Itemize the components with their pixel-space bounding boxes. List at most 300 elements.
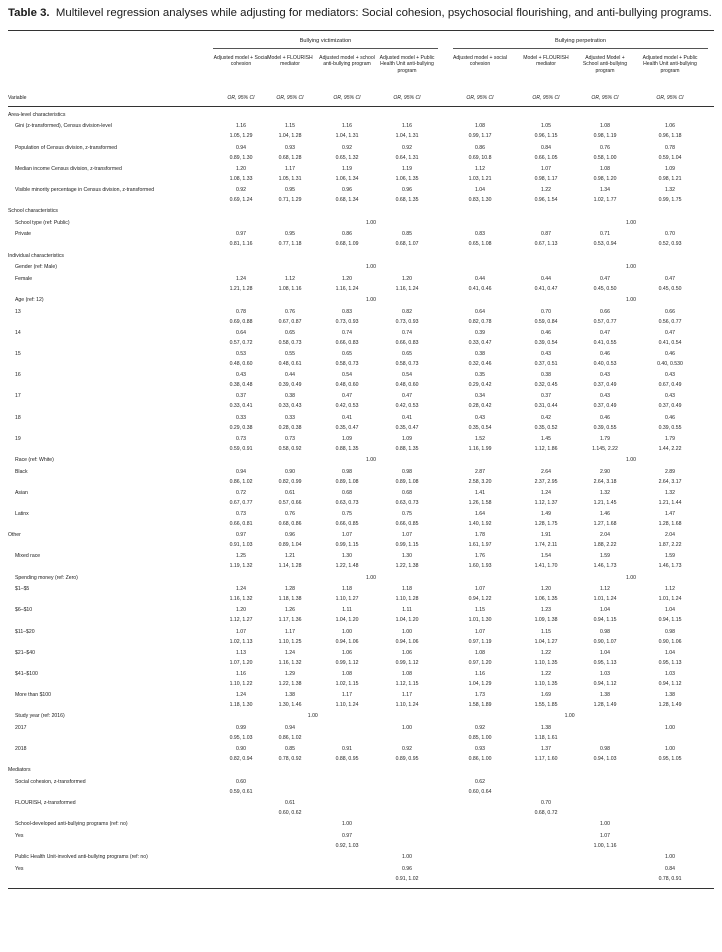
confidence-interval: 0.92, 1.03 <box>335 842 359 849</box>
confidence-interval: 0.37, 0.49 <box>658 403 682 410</box>
odds-ratio: 1.22 <box>540 649 551 656</box>
confidence-interval: 1.10, 1.35 <box>534 659 558 666</box>
odds-ratio: 1.73 <box>474 692 485 699</box>
odds-ratio: 0.37 <box>235 393 246 400</box>
reference-value: 1.00 <box>625 574 636 581</box>
confidence-interval: 1.21, 1.45 <box>593 499 617 506</box>
odds-ratio: 0.73 <box>235 435 246 442</box>
row-label: Study year (ref: 2016) <box>15 713 65 720</box>
odds-ratio: 1.30 <box>401 553 412 560</box>
odds-ratio: 1.17 <box>284 628 295 635</box>
column-header: Adjusted model + school anti-bullying program <box>319 54 375 68</box>
odds-ratio: 0.95 <box>284 186 295 193</box>
odds-ratio: 0.78 <box>664 144 675 151</box>
confidence-interval: 0.53, 0.94 <box>593 241 617 248</box>
confidence-interval: 1.28, 1.49 <box>593 702 617 709</box>
confidence-interval: 0.68, 1.07 <box>395 241 419 248</box>
odds-ratio: 1.24 <box>235 275 246 282</box>
odds-ratio: 1.00 <box>341 821 352 828</box>
confidence-interval: 1.21, 1.28 <box>229 285 253 292</box>
confidence-interval: 0.94, 1.15 <box>593 617 617 624</box>
odds-ratio: 0.41 <box>341 414 352 421</box>
odds-ratio: 0.38 <box>540 372 551 379</box>
confidence-interval: 0.68, 0.86 <box>278 520 302 527</box>
stat-header: OR, 95% CI <box>466 94 494 101</box>
odds-ratio: 0.39 <box>474 329 485 336</box>
confidence-interval: 0.69, 1.24 <box>229 196 253 203</box>
row-label: $11–$20 <box>15 628 35 635</box>
confidence-interval: 0.82, 0.99 <box>278 478 302 485</box>
odds-ratio: 0.74 <box>401 329 412 336</box>
row-label: Latinx <box>15 510 29 517</box>
confidence-interval: 1.27, 1.68 <box>593 520 617 527</box>
confidence-interval: 0.58, 0.73 <box>395 360 419 367</box>
confidence-interval: 0.98, 1.19 <box>593 133 617 140</box>
confidence-interval: 0.69, 0.88 <box>229 318 253 325</box>
confidence-interval: 1.19, 1.32 <box>229 563 253 570</box>
odds-ratio: 0.65 <box>284 329 295 336</box>
row-label: $41–$100 <box>15 670 38 677</box>
row-label: 2017 <box>15 724 27 731</box>
odds-ratio: 0.44 <box>474 275 485 282</box>
confidence-interval: 1.10, 1.24 <box>335 702 359 709</box>
confidence-interval: 0.94, 1.12 <box>593 680 617 687</box>
confidence-interval: 0.89, 1.30 <box>229 154 253 161</box>
confidence-interval: 1.10, 1.35 <box>534 680 558 687</box>
odds-ratio: 0.76 <box>284 510 295 517</box>
confidence-interval: 0.40, 0.53 <box>593 360 617 367</box>
row-label: Black <box>15 468 28 475</box>
odds-ratio: 1.07 <box>341 532 352 539</box>
odds-ratio: 0.60 <box>235 778 246 785</box>
confidence-interval: 0.96, 1.54 <box>534 196 558 203</box>
odds-ratio: 0.97 <box>235 532 246 539</box>
confidence-interval: 0.73, 0.93 <box>395 318 419 325</box>
stat-header: OR, 95% CI <box>227 94 255 101</box>
odds-ratio: 0.54 <box>341 372 352 379</box>
odds-ratio: 0.41 <box>401 414 412 421</box>
odds-ratio: 0.99 <box>235 724 246 731</box>
confidence-interval: 0.57, 0.66 <box>278 499 302 506</box>
odds-ratio: 0.87 <box>540 231 551 238</box>
odds-ratio: 1.04 <box>474 186 485 193</box>
odds-ratio: 1.79 <box>599 435 610 442</box>
confidence-interval: 0.48, 0.60 <box>395 382 419 389</box>
column-header: Adjusted Model + School anti-bullying program <box>582 54 628 74</box>
confidence-interval: 1.22, 1.48 <box>335 563 359 570</box>
odds-ratio: 1.12 <box>284 275 295 282</box>
odds-ratio: 2.89 <box>664 468 675 475</box>
row-label: Private <box>15 231 31 238</box>
odds-ratio: 0.96 <box>341 186 352 193</box>
row-label: $6–$10 <box>15 607 33 614</box>
odds-ratio: 1.04 <box>664 607 675 614</box>
odds-ratio: 2.64 <box>540 468 551 475</box>
confidence-interval: 0.67, 1.13 <box>534 241 558 248</box>
odds-ratio: 1.32 <box>664 489 675 496</box>
odds-ratio: 1.16 <box>235 123 246 130</box>
confidence-interval: 0.29, 0.42 <box>468 382 492 389</box>
confidence-interval: 1.28, 1.68 <box>658 520 682 527</box>
odds-ratio: 1.22 <box>540 186 551 193</box>
odds-ratio: 1.08 <box>474 649 485 656</box>
row-label: Asian <box>15 489 28 496</box>
odds-ratio: 0.61 <box>284 489 295 496</box>
odds-ratio: 0.37 <box>540 393 551 400</box>
confidence-interval: 0.94, 1.06 <box>335 638 359 645</box>
confidence-interval: 1.06, 1.35 <box>534 596 558 603</box>
confidence-interval: 1.61, 1.97 <box>468 542 492 549</box>
confidence-interval: 0.28, 0.38 <box>278 424 302 431</box>
confidence-interval: 0.94, 1.22 <box>468 596 492 603</box>
confidence-interval: 1.22, 1.38 <box>395 563 419 570</box>
odds-ratio: 0.73 <box>284 435 295 442</box>
row-label: Female <box>15 275 33 282</box>
row-label: Public Health Unit-involved anti-bullying programs (ref: no) <box>15 854 148 861</box>
table-caption <box>8 7 714 21</box>
odds-ratio: 0.43 <box>235 372 246 379</box>
confidence-interval: 0.56, 0.77 <box>658 318 682 325</box>
odds-ratio: 0.72 <box>235 489 246 496</box>
confidence-interval: 1.05, 1.31 <box>278 175 302 182</box>
confidence-interval: 0.89, 0.95 <box>395 756 419 763</box>
odds-ratio: 0.93 <box>474 746 485 753</box>
column-header: Adjusted model + social cohesion <box>453 54 507 68</box>
odds-ratio: 1.03 <box>664 670 675 677</box>
stat-header: OR, 95% CI <box>333 94 361 101</box>
confidence-interval: 0.58, 0.92 <box>278 445 302 452</box>
odds-ratio: 1.20 <box>341 275 352 282</box>
group-rule-victimization <box>213 48 438 49</box>
odds-ratio: 1.00 <box>664 854 675 861</box>
confidence-interval: 1.22, 1.38 <box>278 680 302 687</box>
odds-ratio: 1.76 <box>474 553 485 560</box>
odds-ratio: 0.53 <box>235 350 246 357</box>
odds-ratio: 1.08 <box>599 165 610 172</box>
odds-ratio: 0.46 <box>664 350 675 357</box>
confidence-interval: 0.48, 0.61 <box>278 360 302 367</box>
confidence-interval: 1.04, 1.29 <box>468 680 492 687</box>
confidence-interval: 0.89, 1.08 <box>395 478 419 485</box>
confidence-interval: 0.45, 0.50 <box>658 285 682 292</box>
odds-ratio: 0.74 <box>341 329 352 336</box>
odds-ratio: 0.78 <box>235 308 246 315</box>
odds-ratio: 0.43 <box>599 393 610 400</box>
confidence-interval: 0.58, 0.73 <box>278 339 302 346</box>
odds-ratio: 1.17 <box>284 165 295 172</box>
confidence-interval: 0.33, 0.47 <box>468 339 492 346</box>
odds-ratio: 0.76 <box>284 308 295 315</box>
row-label: Social cohesion, z-transformed <box>15 778 86 785</box>
confidence-interval: 1.16, 1.24 <box>335 285 359 292</box>
row-label: More than $100 <box>15 692 52 699</box>
odds-ratio: 0.83 <box>474 231 485 238</box>
confidence-interval: 1.26, 1.58 <box>468 499 492 506</box>
confidence-interval: 0.37, 0.49 <box>593 382 617 389</box>
confidence-interval: 2.37, 2.95 <box>534 478 558 485</box>
row-label: Age (ref: 12) <box>15 296 44 303</box>
odds-ratio: 1.07 <box>401 532 412 539</box>
confidence-interval: 1.04, 1.27 <box>534 638 558 645</box>
odds-ratio: 1.22 <box>540 670 551 677</box>
confidence-interval: 0.39, 0.54 <box>534 339 558 346</box>
confidence-interval: 1.145, 2.22 <box>592 445 618 452</box>
confidence-interval: 0.89, 1.08 <box>335 478 359 485</box>
confidence-interval: 0.83, 1.30 <box>468 196 492 203</box>
odds-ratio: 0.44 <box>284 372 295 379</box>
odds-ratio: 0.34 <box>474 393 485 400</box>
confidence-interval: 0.32, 0.46 <box>468 360 492 367</box>
odds-ratio: 1.07 <box>540 165 551 172</box>
odds-ratio: 0.83 <box>341 308 352 315</box>
odds-ratio: 0.92 <box>341 144 352 151</box>
reference-value: 1.00 <box>365 456 376 463</box>
odds-ratio: 1.20 <box>401 275 412 282</box>
confidence-interval: 1.41, 1.70 <box>534 563 558 570</box>
odds-ratio: 1.17 <box>401 692 412 699</box>
odds-ratio: 1.07 <box>599 832 610 839</box>
odds-ratio: 0.84 <box>664 865 675 872</box>
odds-ratio: 0.75 <box>341 510 352 517</box>
odds-ratio: 0.98 <box>341 468 352 475</box>
odds-ratio: 1.19 <box>401 165 412 172</box>
odds-ratio: 1.79 <box>664 435 675 442</box>
confidence-interval: 0.39, 0.55 <box>593 424 617 431</box>
row-label: Yes <box>15 865 24 872</box>
confidence-interval: 0.58, 0.73 <box>335 360 359 367</box>
odds-ratio: 2.04 <box>599 532 610 539</box>
odds-ratio: 0.38 <box>474 350 485 357</box>
confidence-interval: 1.12, 1.15 <box>395 680 419 687</box>
odds-ratio: 0.47 <box>341 393 352 400</box>
odds-ratio: 1.03 <box>599 670 610 677</box>
row-label: Gender (ref: Male) <box>15 264 57 271</box>
confidence-interval: 1.12, 1.37 <box>534 499 558 506</box>
confidence-interval: 0.69, 10.8 <box>468 154 492 161</box>
odds-ratio: 0.47 <box>664 275 675 282</box>
group-rule-perpetration <box>453 48 708 49</box>
confidence-interval: 0.59, 0.61 <box>229 788 253 795</box>
odds-ratio: 0.84 <box>540 144 551 151</box>
stat-header: OR, 95% CI <box>393 94 421 101</box>
confidence-interval: 0.71, 1.29 <box>278 196 302 203</box>
odds-ratio: 1.11 <box>342 607 352 614</box>
odds-ratio: 1.38 <box>599 692 610 699</box>
odds-ratio: 1.30 <box>341 553 352 560</box>
row-label: 17 <box>15 393 21 400</box>
confidence-interval: 0.39, 0.55 <box>658 424 682 431</box>
odds-ratio: 0.54 <box>401 372 412 379</box>
confidence-interval: 0.35, 0.47 <box>395 424 419 431</box>
odds-ratio: 1.32 <box>664 186 675 193</box>
confidence-interval: 0.91, 1.02 <box>395 875 419 882</box>
odds-ratio: 0.86 <box>474 144 485 151</box>
odds-ratio: 1.15 <box>284 123 295 130</box>
row-label: 15 <box>15 350 21 357</box>
odds-ratio: 2.87 <box>474 468 485 475</box>
reference-value: 1.00 <box>625 219 636 226</box>
odds-ratio: 1.18 <box>341 586 352 593</box>
odds-ratio: 1.09 <box>401 435 412 442</box>
odds-ratio: 0.66 <box>664 308 675 315</box>
confidence-interval: 0.64, 1.31 <box>395 154 419 161</box>
confidence-interval: 0.66, 0.83 <box>335 339 359 346</box>
row-label: 13 <box>15 308 21 315</box>
confidence-interval: 2.64, 3.18 <box>593 478 617 485</box>
odds-ratio: 0.42 <box>540 414 551 421</box>
odds-ratio: 1.24 <box>235 586 246 593</box>
section-label: Individual characteristics <box>8 252 64 259</box>
odds-ratio: 1.16 <box>341 123 352 130</box>
confidence-interval: 1.18, 1.30 <box>229 702 253 709</box>
odds-ratio: 0.46 <box>540 329 551 336</box>
odds-ratio: 1.69 <box>540 692 551 699</box>
reference-value: 1.00 <box>365 219 376 226</box>
odds-ratio: 0.47 <box>664 329 675 336</box>
confidence-interval: 1.02, 1.77 <box>593 196 617 203</box>
row-label: Median income Census division, z-transformed <box>15 165 122 172</box>
section-label: Area-level characteristics <box>8 111 66 118</box>
odds-ratio: 1.24 <box>284 649 295 656</box>
odds-ratio: 0.43 <box>664 393 675 400</box>
header-rule <box>8 106 714 107</box>
confidence-interval: 0.45, 0.50 <box>593 285 617 292</box>
confidence-interval: 0.90, 1.07 <box>593 638 617 645</box>
odds-ratio: 1.37 <box>540 746 551 753</box>
odds-ratio: 1.91 <box>540 532 551 539</box>
odds-ratio: 1.00 <box>664 746 675 753</box>
stat-header: OR, 95% CI <box>532 94 560 101</box>
odds-ratio: 1.04 <box>599 649 610 656</box>
odds-ratio: 1.16 <box>401 123 412 130</box>
confidence-interval: 1.16, 1.99 <box>468 445 492 452</box>
column-header: Adjusted model + Public Health Unit anti-bullying program <box>379 54 435 74</box>
odds-ratio: 1.32 <box>599 489 610 496</box>
confidence-interval: 1.12, 1.27 <box>229 617 253 624</box>
odds-ratio: 0.43 <box>540 350 551 357</box>
odds-ratio: 0.43 <box>664 372 675 379</box>
odds-ratio: 0.38 <box>284 393 295 400</box>
odds-ratio: 0.43 <box>474 414 485 421</box>
odds-ratio: 0.85 <box>401 231 412 238</box>
odds-ratio: 0.66 <box>599 308 610 315</box>
odds-ratio: 1.15 <box>474 607 485 614</box>
odds-ratio: 1.24 <box>235 692 246 699</box>
confidence-interval: 1.14, 1.28 <box>278 563 302 570</box>
odds-ratio: 1.23 <box>540 607 551 614</box>
row-label: School type (ref: Public) <box>15 219 70 226</box>
odds-ratio: 1.08 <box>401 670 412 677</box>
odds-ratio: 0.96 <box>284 532 295 539</box>
reference-value: 1.00 <box>625 296 636 303</box>
confidence-interval: 0.68, 1.28 <box>278 154 302 161</box>
confidence-interval: 0.99, 1.15 <box>395 542 419 549</box>
reference-value: 1.00 <box>625 456 636 463</box>
odds-ratio: 0.92 <box>401 746 412 753</box>
odds-ratio: 1.11 <box>402 607 412 614</box>
odds-ratio: 1.13 <box>235 649 246 656</box>
odds-ratio: 1.64 <box>474 510 485 517</box>
confidence-interval: 0.60, 0.64 <box>468 788 492 795</box>
confidence-interval: 1.60, 1.93 <box>468 563 492 570</box>
confidence-interval: 0.65, 1.08 <box>468 241 492 248</box>
confidence-interval: 0.40, 0.530 <box>657 360 683 367</box>
confidence-interval: 0.65, 1.32 <box>335 154 359 161</box>
reference-value: 1.00 <box>365 574 376 581</box>
confidence-interval: 0.42, 0.53 <box>335 403 359 410</box>
odds-ratio: 2.90 <box>599 468 610 475</box>
confidence-interval: 1.04, 1.28 <box>278 133 302 140</box>
odds-ratio: 0.96 <box>401 865 412 872</box>
odds-ratio: 1.06 <box>401 649 412 656</box>
column-header: Adjusted model + Social cohesion <box>213 54 269 68</box>
confidence-interval: 0.31, 0.44 <box>534 403 558 410</box>
confidence-interval: 1.02, 1.15 <box>335 680 359 687</box>
odds-ratio: 1.45 <box>540 435 551 442</box>
confidence-interval: 2.64, 3.17 <box>658 478 682 485</box>
odds-ratio: 1.16 <box>474 670 485 677</box>
confidence-interval: 1.21, 1.44 <box>658 499 682 506</box>
odds-ratio: 1.09 <box>341 435 352 442</box>
confidence-interval: 1.30, 1.46 <box>278 702 302 709</box>
confidence-interval: 1.55, 1.85 <box>534 702 558 709</box>
confidence-interval: 1.03, 1.21 <box>468 175 492 182</box>
confidence-interval: 0.99, 1.75 <box>658 196 682 203</box>
stat-header: OR, 95% CI <box>656 94 684 101</box>
odds-ratio: 1.06 <box>664 123 675 130</box>
confidence-interval: 0.57, 0.77 <box>593 318 617 325</box>
confidence-interval: 0.86, 1.00 <box>468 756 492 763</box>
odds-ratio: 1.09 <box>664 165 675 172</box>
confidence-interval: 1.46, 1.73 <box>658 563 682 570</box>
odds-ratio: 1.28 <box>284 586 295 593</box>
stat-header: OR, 95% CI <box>276 94 304 101</box>
confidence-interval: 0.99, 1.12 <box>335 659 359 666</box>
confidence-interval: 0.35, 0.52 <box>534 424 558 431</box>
confidence-interval: 0.59, 0.91 <box>229 445 253 452</box>
confidence-interval: 0.99, 1.12 <box>395 659 419 666</box>
confidence-interval: 1.40, 1.92 <box>468 520 492 527</box>
confidence-interval: 0.67, 0.49 <box>658 382 682 389</box>
odds-ratio: 1.12 <box>474 165 485 172</box>
odds-ratio: 0.47 <box>599 329 610 336</box>
odds-ratio: 0.35 <box>474 372 485 379</box>
confidence-interval: 1.17, 1.36 <box>278 617 302 624</box>
confidence-interval: 0.98, 1.17 <box>534 175 558 182</box>
confidence-interval: 1.18, 1.61 <box>534 734 558 741</box>
confidence-interval: 1.10, 1.27 <box>335 596 359 603</box>
odds-ratio: 0.33 <box>284 414 295 421</box>
odds-ratio: 0.94 <box>235 468 246 475</box>
confidence-interval: 0.94, 1.12 <box>658 680 682 687</box>
confidence-interval: 1.09, 1.38 <box>534 617 558 624</box>
odds-ratio: 1.78 <box>474 532 485 539</box>
stat-header: OR, 95% CI <box>591 94 619 101</box>
confidence-interval: 0.94, 1.15 <box>658 617 682 624</box>
confidence-interval: 1.00, 1.16 <box>593 842 617 849</box>
section-label: Other <box>8 532 21 539</box>
odds-ratio: 0.98 <box>401 468 412 475</box>
odds-ratio: 0.73 <box>235 510 246 517</box>
reference-value: 1.00 <box>365 264 376 271</box>
confidence-interval: 0.88, 1.35 <box>395 445 419 452</box>
odds-ratio: 0.97 <box>235 231 246 238</box>
odds-ratio: 1.21 <box>284 553 295 560</box>
row-label: $21–$40 <box>15 649 36 656</box>
row-label: Spending money (ref: Zero) <box>15 574 78 581</box>
row-label: 18 <box>15 414 21 421</box>
table-title: Multilevel regression analyses while adjusting for mediators: Social cohesion, psychosocial flourishing, and anti-bullying programs. <box>55 7 712 19</box>
